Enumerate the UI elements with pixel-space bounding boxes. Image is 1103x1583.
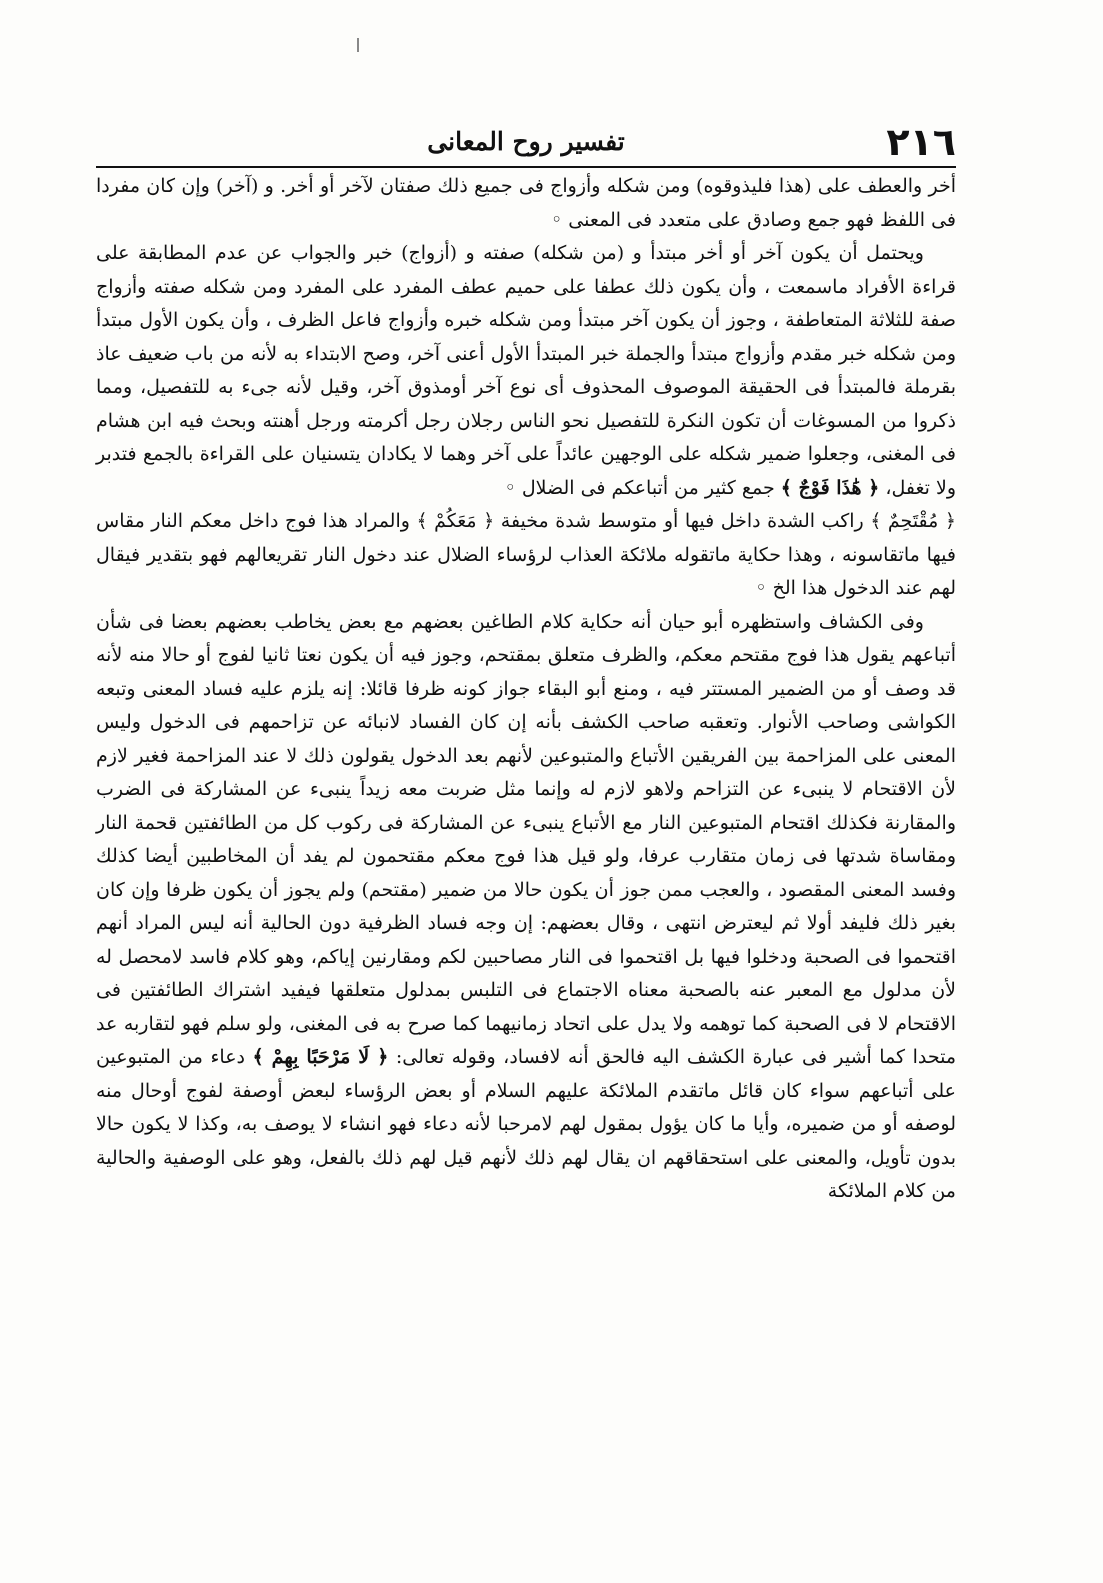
paragraph-4 bbox=[96, 606, 956, 1209]
paragraph-1 bbox=[96, 170, 956, 237]
paragraph-text-after: دعاء من المتبوعين على أتباعهم سواء كان قائل ماتقدم الملائكة عليهم السلام أو بعض الرؤساء لبعض أوصفة لفوج أوحال منه لوصفه أو من ضميره، وأيا ما كان يؤول بمقول لهم لامرحبا لأنه دعاء فهو انشاء لا يوصف به، وكذا لا يكون حالا بدون تأويل، والمعنى على استحقاقهم ان يقال لهم ذلك لأنهم قيل لهم ذلك بالفعل، وهو على الوصفية والحالية من كلام الملائكة bbox=[96, 1046, 956, 1202]
body-text bbox=[96, 170, 956, 1209]
paragraph-text: ﴿ مُقْتَحِمٌ ﴾ راكب الشدة داخل فيها أو متوسط شدة مخيفة ﴿ مَعَكُمْ ﴾ والمراد هذا فوج داخل معكم النار مقاس فيها ماتقاسونه ، وهذا حكاية ماتقوله ملائكة العذاب لرؤساء الضلال عند دخول النار تقريعالهم فهو بتقدير فيقال لهم عند الدخول هذا الخ ◦ bbox=[96, 510, 956, 599]
paragraph-text: وفى الكشاف واستظهره أبو حيان أنه حكاية كلام الطاغين بعضهم مع بعض يخاطب بعضهم بعضا فى شأن أتباعهم يقول هذا فوج مقتحم معكم، والظرف متعلق بمقتحم، وجوز فيه أن يكون نعتا ثانيا لفوج أو حالا منه لأنه قد وصف أو من الضمير المستتر فيه ، ومنع أبو البقاء جواز كونه ظرفا قائلا: إنه يلزم عليه فساد المعنى وتبعه الكواشى وصاحب الأنوار. وتعقبه صاحب الكشف بأنه إن كان الفساد لانبائه عن تزاحمهم فى الدخول وليس المعنى على المزاحمة بين الفريقين الأتباع والمتبوعين لأنهم بعد الدخول يقولون ذلك لا عند المزاحمة فغير لازم لأن الاقتحام لا ينبىء عن التزاحم ولاهو لازم له وإنما مثل ضربت معه زيداً ينبىء عن المشاركة فى الضرب والمقارنة فكذلك اقتحام المتبوعين النار مع الأتباع ينبىء عن المشاركة فى ركوب كل من الطائفتين قحمة النار ومقاساة شدتها فى زمان متقارب عرفا، ولو قيل هذا فوج معكم مقتحمون لم يفد أن المخاطبين أيضا كذلك وفسد المعنى المقصود ، والعجب ممن جوز أن يكون حالا من ضمير (مقتحم) ولم يجوز أن يكون ظرفا وإن كان بغير ذلك فليفد أولا ثم ليعترض انتهى ، وقال بعضهم: إن وجه فساد الظرفية دون الحالية أنه ليس المراد أنهم اقتحموا فى الصحبة ودخلوا فيها بل اقتحموا فى النار مصاحبين لكم ومقارنين إياكم، وهو كلام فاسد لامحصل له لأن مدلول مع المعبر عنه بالصحبة معناه الاجتماع فى التلبس بمدلول متعلقها فيفيد اشتراك الطائفتين فى الاقتحام لا فى الصحبة كما توهمه ولا يدل على اتحاد زمانيهما كما صرح به فى المغنى، ولو سلم فهو لتقاربه عد متحدا كما أشير فى عبارة الكشف اليه فالحق أنه لافساد، وقوله تعالى: bbox=[96, 610, 957, 1068]
header-rule bbox=[96, 166, 956, 168]
paragraph-text: أخر والعطف على (هذا فليذوقوه) ومن شكله وأزواج فى جميع ذلك صفتان لآخر أو أخر. و (آخر) وإن كان مفردا فى اللفظ فهو جمع وصادق على متعدد فى المعنى ◦ bbox=[96, 175, 956, 231]
quran-quote: ﴿ هَٰذَا فَوْجٌ ﴾ bbox=[780, 476, 880, 499]
running-title: تفسير روح المعانى bbox=[427, 127, 625, 156]
scan-mark bbox=[357, 38, 359, 52]
paragraph-2 bbox=[96, 237, 956, 505]
paragraph-text: ويحتمل أن يكون آخر أو أخر مبتدأ و (من شكله) صفته و (أزواج) خبر والجواب عن عدم المطابقة على قراءة الأفراد ماسمعت ، وأن يكون ذلك عطفا على حميم عطف المفرد على المفرد ومن شكله صفته وأزواج صفة للثلاثة المتعاطفة ، وجوز أن يكون آخر مبتدأ ومن شكله خبره وأزواج فاعل الظرف ، وأن يكون الأول مبتدأ ومن شكله خبر مقدم وأزواج مبتدأ والجملة خبر المبتدأ الأول أعنى آخر، وصح الابتداء به لأنه من باب ضعيف عاذ بقرملة فالمبتدأ فى الحقيقة الموصوف المحذوف أى نوع آخر أومذوق آخر، وقيل لأنه جىء به للتفصيل، ومما ذكروا من المسوغات أن تكون النكرة للتفصيل نحو الناس رجلان رجل أكرمته ورجل أهنته وبحث فيه ابن هشام فى المغنى، وجعلوا ضمير شكله على الوجهين عائداً على آخر وهما لا يكادان يتسنيان على القراءة بالجمع فتدبر ولا تغفل، bbox=[96, 242, 956, 499]
paragraph-3 bbox=[96, 505, 956, 606]
page-header bbox=[96, 118, 956, 166]
paragraph-text-after: جمع كثير من أتباعكم فى الضلال ◦ bbox=[504, 476, 775, 499]
page-number: ٢١٦ bbox=[886, 120, 956, 164]
quran-quote: ﴿ لَا مَرْحَبًا بِهِمْ ﴾ bbox=[252, 1046, 389, 1068]
